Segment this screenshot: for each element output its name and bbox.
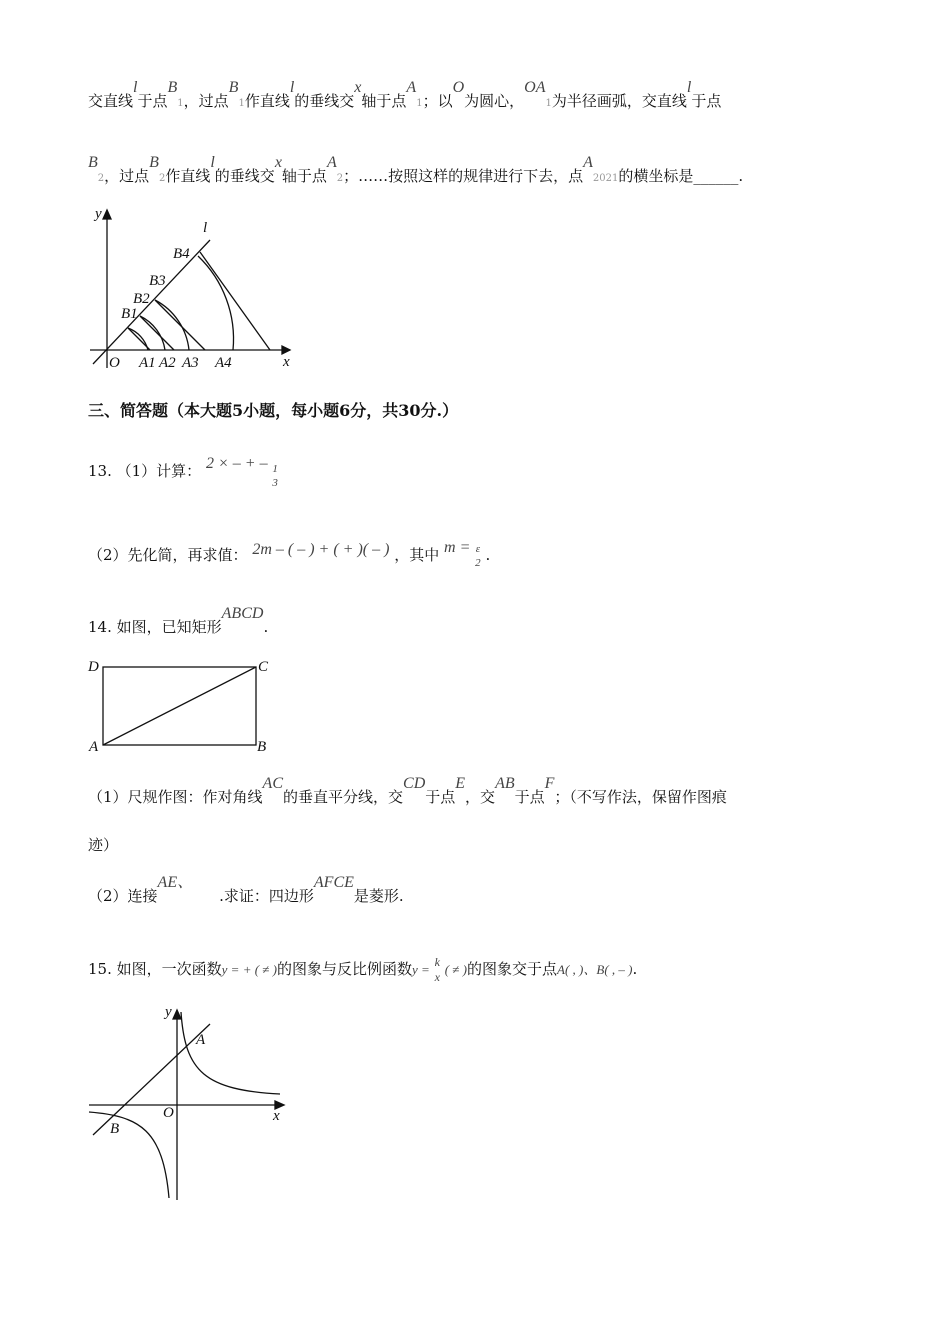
text: 为圆心， bbox=[464, 92, 525, 110]
problem12-line2 bbox=[88, 154, 744, 186]
math-e: E bbox=[455, 775, 466, 792]
q14-part1-cont: 迹） bbox=[88, 836, 119, 854]
math-sub: 1 bbox=[177, 98, 184, 109]
text: ；……按照这样的规律进行下去，点 bbox=[343, 167, 584, 185]
math-points: A( , )、B( , – ) bbox=[557, 962, 633, 977]
text: 交直线 bbox=[88, 92, 134, 110]
q14-part2 bbox=[88, 874, 404, 906]
math-sub: 1 bbox=[238, 98, 245, 109]
text: （1）计算： bbox=[116, 462, 202, 480]
label-x: x bbox=[283, 354, 290, 370]
label-y: y bbox=[165, 1004, 172, 1020]
math-l: l bbox=[289, 79, 295, 96]
arc-3 bbox=[155, 300, 189, 350]
q13-part2 bbox=[88, 539, 491, 570]
arc-4 bbox=[198, 256, 234, 350]
math-l: l bbox=[210, 154, 215, 171]
q14-stem bbox=[88, 605, 269, 637]
text: （1）尺规作图：作对角线 bbox=[88, 788, 263, 806]
q13-part1 bbox=[88, 455, 278, 489]
figure-rectangle bbox=[85, 655, 275, 755]
math-o: O bbox=[452, 79, 465, 96]
text: 于点 bbox=[514, 788, 545, 806]
math-y: y = bbox=[412, 962, 430, 977]
y-arrow-icon bbox=[103, 210, 111, 219]
q15-stem bbox=[88, 955, 637, 985]
math-afce: AFCE bbox=[313, 874, 354, 891]
text: 的图象与反比例函数 bbox=[277, 960, 413, 978]
math-ab: AB bbox=[495, 775, 515, 792]
math-ac: AC bbox=[262, 775, 283, 792]
label-a3: A3 bbox=[182, 355, 199, 371]
numerator: ε bbox=[475, 543, 481, 555]
linear-function bbox=[93, 1024, 210, 1135]
fraction bbox=[475, 542, 481, 570]
math-f: F bbox=[544, 775, 555, 792]
q14-part1 bbox=[88, 775, 727, 807]
text: （2）先化简，再求值： bbox=[88, 546, 248, 564]
math-sub: 1 bbox=[545, 98, 552, 109]
text: 如图，已知矩形 bbox=[116, 618, 222, 636]
text: 于点 bbox=[691, 92, 722, 110]
denominator: 3 bbox=[272, 477, 278, 489]
text: ，过点 bbox=[104, 167, 150, 185]
label-a: A bbox=[196, 1032, 206, 1048]
text: 的横坐标是______. bbox=[618, 167, 744, 185]
math-cd: CD bbox=[403, 775, 426, 792]
math-condition: ( ≠ ) bbox=[444, 962, 468, 977]
text: 的垂线交 bbox=[214, 167, 275, 185]
text: 的图象交于点 bbox=[467, 960, 558, 978]
problem12-line1 bbox=[88, 79, 722, 111]
denominator: 2 bbox=[475, 557, 481, 569]
perp-4 bbox=[200, 252, 270, 350]
math-a2021: A bbox=[583, 154, 593, 171]
text: 作直线 bbox=[165, 167, 211, 185]
math-expr: 2m – ( – ) + ( + )( – ) bbox=[252, 541, 390, 558]
figure-functions bbox=[85, 1000, 295, 1205]
label-o: O bbox=[109, 355, 120, 371]
text: 是菱形. bbox=[353, 887, 404, 905]
text: 轴于点 bbox=[281, 167, 327, 185]
x-arrow-icon bbox=[282, 346, 290, 354]
label-d: D bbox=[88, 659, 99, 675]
math-b1: B bbox=[228, 79, 239, 96]
math-ae: AE、 bbox=[157, 874, 194, 891]
diagonal-ac bbox=[103, 667, 256, 745]
fraction bbox=[435, 955, 440, 985]
math-sub: 2 bbox=[336, 173, 344, 184]
math-oa1: OA bbox=[524, 79, 546, 96]
text: ；以 bbox=[422, 92, 453, 110]
text: 于点 bbox=[425, 788, 456, 806]
question-number: 14. bbox=[88, 618, 112, 636]
label-b2: B2 bbox=[133, 291, 150, 307]
label-o: O bbox=[163, 1105, 174, 1121]
text: ，交 bbox=[465, 788, 496, 806]
text: . bbox=[263, 618, 269, 636]
math-x: x bbox=[274, 154, 282, 171]
label-b4: B4 bbox=[173, 246, 190, 262]
label-b3: B3 bbox=[149, 273, 166, 289]
text: （2）连接 bbox=[88, 887, 158, 905]
label-b1: B1 bbox=[121, 306, 138, 322]
hyperbola-branch-1 bbox=[181, 1012, 280, 1094]
question-number: 15. bbox=[88, 960, 112, 978]
math-b1: B bbox=[167, 79, 178, 96]
math-sub: 2021 bbox=[592, 173, 619, 184]
math-a1: A bbox=[406, 79, 417, 96]
text: 作直线 bbox=[244, 92, 290, 110]
numerator: k bbox=[434, 955, 440, 969]
hyperbola-branch-2 bbox=[89, 1112, 169, 1198]
label-b: B bbox=[257, 739, 267, 755]
text: 为半径画弧，交直线 bbox=[551, 92, 687, 110]
math-m: m = bbox=[444, 539, 471, 556]
question-number: 13. bbox=[88, 462, 112, 480]
arc-2 bbox=[140, 316, 165, 350]
perp-3 bbox=[155, 300, 205, 350]
text: 轴于点 bbox=[361, 92, 407, 110]
label-a1: A1 bbox=[139, 355, 156, 371]
text: ，过点 bbox=[183, 92, 229, 110]
label-l: l bbox=[203, 220, 208, 236]
math-sub: 2 bbox=[97, 173, 105, 184]
text: 如图，一次函数 bbox=[116, 960, 222, 978]
text: 的垂直平分线，交 bbox=[283, 788, 404, 806]
math-a2: A bbox=[326, 154, 337, 171]
math-sub: 1 bbox=[416, 98, 423, 109]
math-abcd: ABCD bbox=[221, 605, 264, 622]
y-arrow-icon bbox=[173, 1010, 181, 1019]
text: 的垂线交 bbox=[294, 92, 355, 110]
text: . bbox=[485, 546, 491, 564]
label-x: x bbox=[273, 1108, 280, 1124]
label-y: y bbox=[95, 206, 102, 222]
text: .求证：四边形 bbox=[219, 887, 314, 905]
text: 于点 bbox=[137, 92, 168, 110]
math-l: l bbox=[133, 79, 138, 96]
text: ，其中 bbox=[394, 546, 440, 564]
text: . bbox=[632, 960, 638, 978]
math-sub: 2 bbox=[158, 173, 166, 184]
denominator: x bbox=[434, 970, 440, 984]
text: ；（不写作法，保留作图痕 bbox=[554, 788, 727, 806]
label-b: B bbox=[110, 1121, 120, 1137]
math-x: x bbox=[354, 79, 362, 96]
label-a: A bbox=[89, 739, 99, 755]
figure-arcs bbox=[85, 200, 305, 375]
math-b2: B bbox=[88, 154, 98, 171]
math-expr: 2 × – + – bbox=[205, 455, 268, 472]
label-a4: A4 bbox=[215, 355, 232, 371]
label-a2: A2 bbox=[159, 355, 176, 371]
numerator: 1 bbox=[272, 463, 278, 475]
fraction bbox=[272, 462, 278, 490]
section3-title: 三、简答题（本大题5小题，每小题6分，共30分.） bbox=[88, 401, 459, 420]
label-c: C bbox=[258, 659, 269, 675]
line-l bbox=[93, 240, 210, 364]
math-linear: y = + ( ≠ ) bbox=[221, 962, 278, 977]
math-l: l bbox=[686, 79, 692, 96]
math-b2: B bbox=[149, 154, 159, 171]
